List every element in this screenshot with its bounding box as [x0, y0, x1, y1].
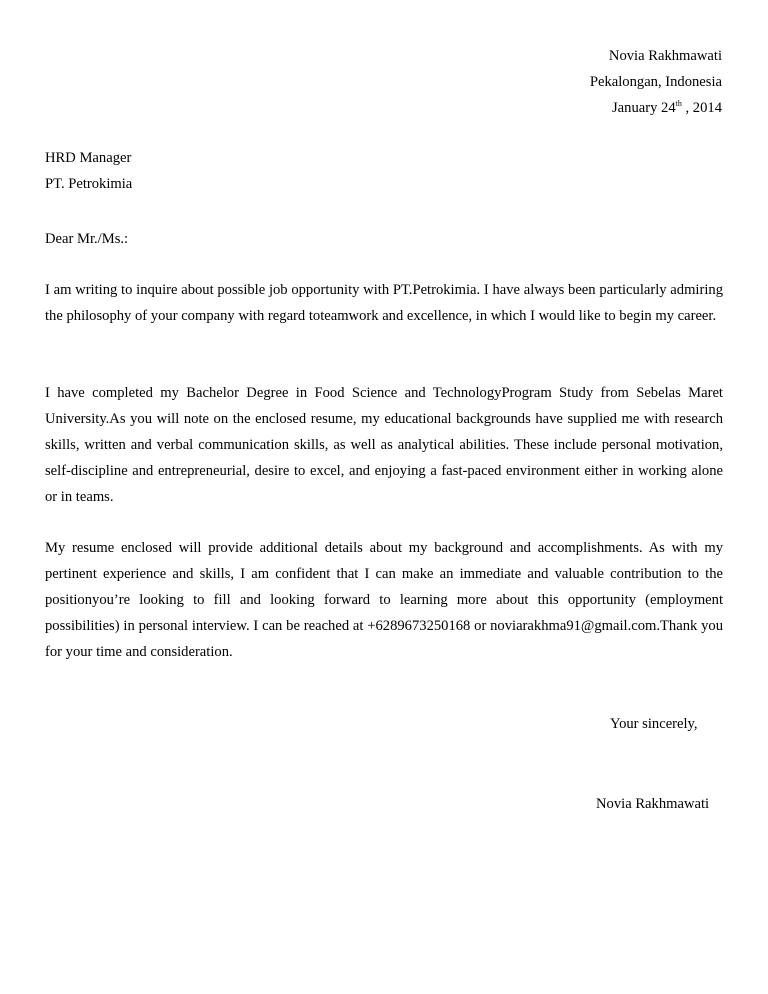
paragraph-1: I am writing to inquire about possible job opportunity with PT.Petrokimia. I have always been particularly admiring the philosophy of your company with regard toteamwork and excellence, in which I would like to begin my career. — [45, 282, 723, 324]
sender-name: Novia Rakhmawati — [608, 48, 722, 64]
closing: Your sincerely, — [610, 716, 698, 732]
signature-name: Novia Rakhmawati — [596, 796, 710, 812]
letter-date — [590, 95, 722, 121]
recipient-title: HRD Manager — [45, 150, 132, 166]
sender-location: Pekalongan, Indonesia — [589, 74, 722, 90]
date-month-day: January 24 — [611, 100, 676, 116]
recipient-block — [45, 145, 723, 197]
paragraph-2: I have completed my Bachelor Degree in Food Science and TechnologyProgram Study from Sebelas Maret University.As you will note on the enclosed resume, my educational backgrounds have supplied me with research skills, written and verbal communication skills, as well as analytical abilities. These include personal motivation, self-discipline and entrepreneurial, desire to excel, and enjoying a fast-paced environment either in working alone or in teams. — [45, 385, 723, 505]
date-ordinal: th — [675, 99, 682, 108]
sender-block — [590, 43, 722, 121]
date-year: , 2014 — [681, 100, 722, 116]
recipient-company: PT. Petrokimia — [45, 176, 133, 192]
salutation: Dear Mr./Ms.: — [45, 231, 129, 247]
paragraph-3: My resume enclosed will provide additional details about my background and accomplishments. As with my pertinent experience and skills, I am confident that I can make an immediate and valuable contribution to the positionyou’re looking to fill and looking forward to learning more about this opportunity (employment possibilities) in personal interview. I can be reached at +6289673250168 or noviarakhma91@gmail.com.Thank you for your time and consideration. — [45, 540, 723, 660]
